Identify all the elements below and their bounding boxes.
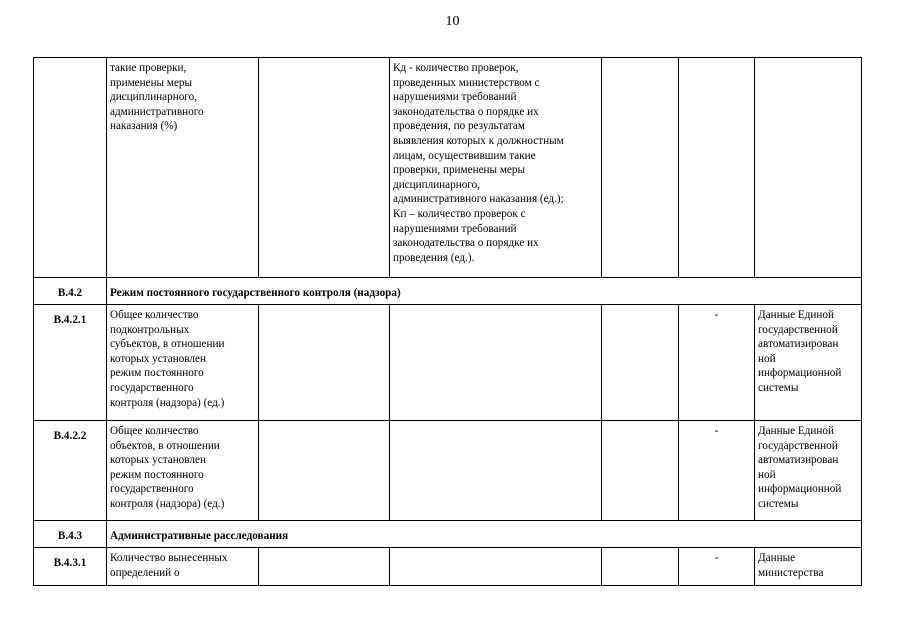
row-source: Данные министерства — [755, 548, 862, 586]
row-name: Общее количество подконтрольных субъектов, в отношении которых установлен режим постоянного государственного контроля (надзора) (ед.) — [107, 305, 259, 421]
row-formula: Кд - количество проверок, проведенных министерством с нарушениями требований законодательства о порядке их проведения, по результатам выявления которых к должностным лицам, осуществившим такие проверки, применены меры дисциплинарного, административного наказания (ед.); Кп – количество проверок с нарушениями требований законодательства о порядке их проведения (ед.). — [390, 58, 602, 278]
section-row — [34, 278, 862, 305]
row-name: Общее количество объектов, в отношении которых установлен режим постоянного государственного контроля (надзора) (ед.) — [107, 421, 259, 521]
row-col3 — [259, 548, 390, 586]
row-col6: - — [679, 548, 755, 586]
row-col3 — [259, 305, 390, 421]
table-row — [34, 58, 862, 278]
section-code: В.4.2 — [34, 278, 107, 305]
table-row — [34, 548, 862, 586]
row-code: В.4.2.1 — [34, 305, 107, 421]
section-row — [34, 521, 862, 548]
row-code: В.4.2.2 — [34, 421, 107, 521]
row-code: В.4.3.1 — [34, 548, 107, 586]
row-col6: - — [679, 305, 755, 421]
row-col5 — [602, 58, 679, 278]
row-source — [755, 58, 862, 278]
indicators-table — [33, 57, 862, 586]
row-formula — [390, 421, 602, 521]
row-formula — [390, 548, 602, 586]
row-name: Количество вынесенных определений о — [107, 548, 259, 586]
section-title: Административные расследования — [107, 521, 862, 548]
row-col6: - — [679, 421, 755, 521]
row-source: Данные Единой государственной автоматизирован ной информационной системы — [755, 421, 862, 521]
row-col5 — [602, 421, 679, 521]
table-row — [34, 305, 862, 421]
row-formula — [390, 305, 602, 421]
row-code — [34, 58, 107, 278]
row-col5 — [602, 305, 679, 421]
row-col6 — [679, 58, 755, 278]
table-row — [34, 421, 862, 521]
section-title: Режим постоянного государственного контроля (надзора) — [107, 278, 862, 305]
row-col3 — [259, 421, 390, 521]
row-col3 — [259, 58, 390, 278]
section-code: В.4.3 — [34, 521, 107, 548]
page-number: 10 — [445, 14, 460, 29]
row-source: Данные Единой государственной автоматизирован ной информационной системы — [755, 305, 862, 421]
row-col5 — [602, 548, 679, 586]
row-name: такие проверки, применены меры дисциплинарного, административного наказания (%) — [107, 58, 259, 278]
